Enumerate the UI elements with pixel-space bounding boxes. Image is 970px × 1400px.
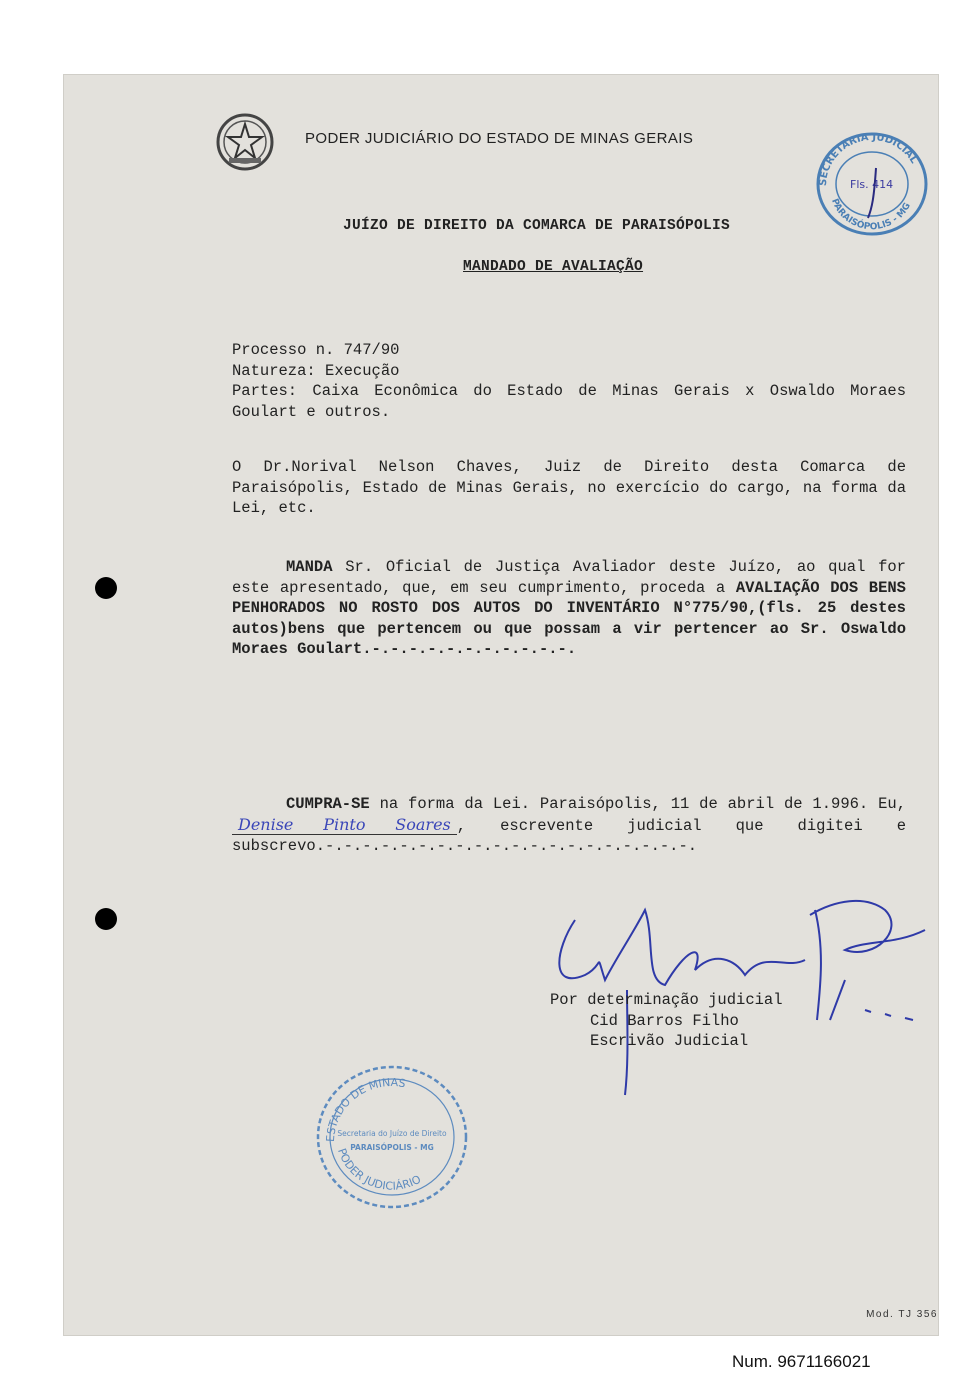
case-info bbox=[232, 340, 906, 422]
order-filler: -.-.-.-.-.-.-.-.-.-.-. bbox=[371, 640, 577, 658]
stamp2-center-line2: PARAISÓPOLIS - MG bbox=[350, 1143, 434, 1152]
institution-header: PODER JUDICIÁRIO DO ESTADO DE MINAS GERAIS bbox=[305, 130, 694, 147]
case-parties: Partes: Caixa Econômica do Estado de Minas Gerais x Oswaldo Moraes Goulart e outros. bbox=[232, 382, 906, 421]
order-lead: MANDA bbox=[286, 558, 333, 576]
stamp2-ring-bottom-text: PODER JUDICIÁRIO bbox=[335, 1146, 424, 1193]
signature-line-1: Por determinação judicial bbox=[550, 991, 783, 1009]
signature-line-2: Cid Barros Filho bbox=[590, 1011, 739, 1030]
punch-hole-bottom bbox=[95, 908, 117, 930]
closing-lead: CUMPRA-SE bbox=[286, 795, 370, 813]
process-number: Processo n. 747/90 bbox=[232, 341, 400, 359]
case-nature: Natureza: Execução bbox=[232, 361, 400, 380]
judge-intro: O Dr.Norival Nelson Chaves, Juiz de Direito desta Comarca de Paraisópolis, Estado de Minas Gerais, no exercício do cargo, na forma da Lei, etc. bbox=[232, 458, 906, 517]
signature-line-3: Escrivão Judicial bbox=[590, 1032, 749, 1050]
stamp-page-number: Fls. 414 bbox=[850, 178, 894, 191]
closing-paragraph bbox=[232, 794, 906, 857]
coat-of-arms-icon bbox=[215, 112, 275, 172]
court-title: JUÍZO DE DIREITO DA COMARCA DE PARAISÓPOLIS bbox=[343, 218, 731, 234]
order-paragraph bbox=[232, 557, 906, 660]
svg-text:PODER JUDICIÁRIO bbox=[335, 1147, 423, 1193]
poder-judiciario-stamp bbox=[312, 1062, 472, 1212]
stamp2-center-line1: Secretaria do Juízo de Direito bbox=[337, 1129, 447, 1138]
order-text-a: Sr. Oficial de Justiça Avaliador deste Juízo, ao qual for este apresentado, que, em seu cumprimento, proceda a bbox=[232, 558, 906, 597]
closing-text-a: na forma da Lei. Paraisópolis, 11 de abril de 1.996. Eu, bbox=[369, 795, 906, 813]
stamp-ring-top-text: SECRETARIA JUDICIAL bbox=[817, 131, 920, 187]
clerk-signature: Denise Pinto Soares bbox=[232, 815, 457, 835]
signature-block bbox=[550, 990, 783, 1052]
form-code: Mod. TJ 356 bbox=[866, 1309, 938, 1320]
order-text-b: AVALIAÇÃO DOS BENS PENHORADOS NO ROSTO DOS AUTOS DO INVENTÁRIO N°775/90,(fls. 25 destes autos)bens que pertencem ou que possam a vir pertencer ao Sr. Oswaldo Moraes Goulart. bbox=[232, 578, 906, 658]
secretaria-stamp bbox=[810, 128, 934, 240]
document-title: MANDADO DE AVALIAÇÃO bbox=[463, 259, 644, 275]
punch-hole-top bbox=[95, 577, 117, 599]
stamp2-ring-top-text: ESTADO DE MINAS bbox=[323, 1075, 407, 1143]
closing-text-b: , escrevente judicial que digitei e subscrevo.-.-.-.-.-.-.-.-.-.-.-.-.-.-.-.-.-.-.-.-. bbox=[232, 816, 907, 855]
stamp-ring-bottom-text: PARAISÓPOLIS - MG bbox=[829, 197, 913, 233]
document-number: Num. 9671166021 bbox=[732, 1352, 871, 1371]
